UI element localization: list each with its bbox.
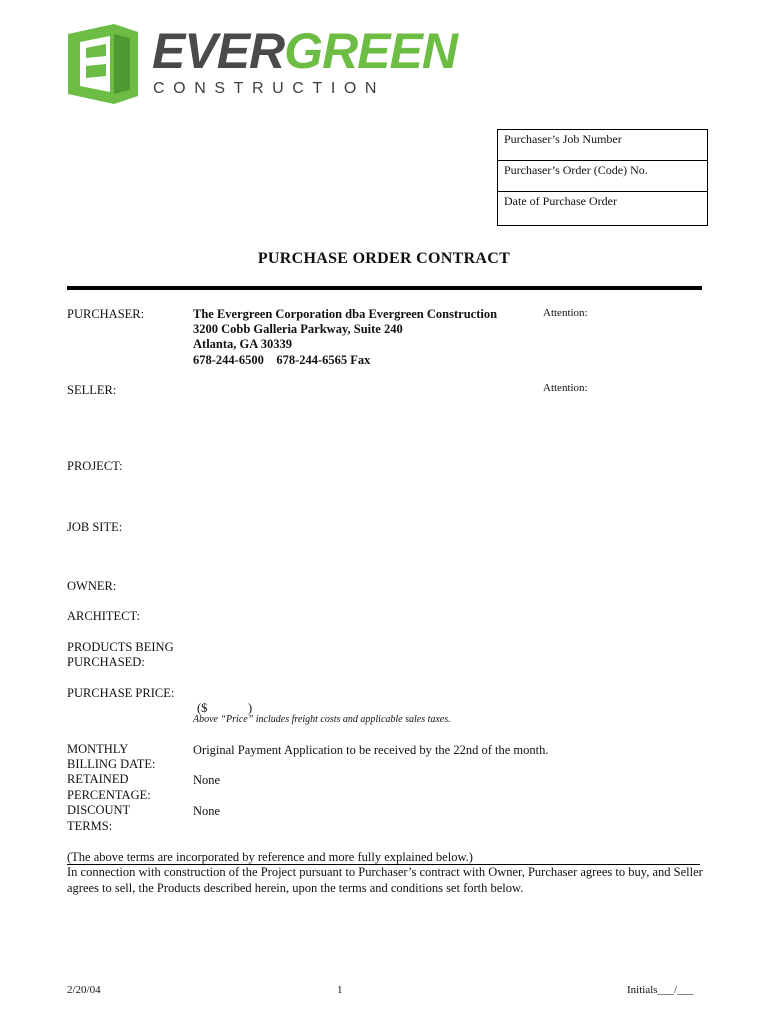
purchase-price-amount: ($ ) [197,701,253,715]
order-code-field[interactable]: Purchaser’s Order (Code) No. [498,161,707,192]
purchaser-address2: Atlanta, GA 30339 [193,337,292,351]
owner-label: OWNER: [67,579,117,593]
terms-paragraph: In connection with construction of the Project pursuant to Purchaser’s contract with Owner, Purchaser agrees to buy, and Seller agrees to sell, the Products described herein, upon the terms and conditions set forth below. [67,865,703,895]
project-label: PROJECT: [67,459,123,473]
purchase-price-note: Above “Price” includes freight costs and applicable sales taxes. [193,714,451,725]
retained-label-line2: PERCENTAGE: [67,788,151,802]
logo-mark-icon [66,22,142,106]
reference-box [497,129,708,226]
logo-wordmark [152,23,457,79]
purchase-price-label: PURCHASE PRICE: [67,686,175,700]
billing-label-line2: BILLING DATE: [67,757,156,771]
seller-label: SELLER: [67,383,117,397]
title-divider [67,286,702,290]
discount-value: None [193,804,221,818]
purchaser-address1: 3200 Cobb Galleria Parkway, Suite 240 [193,322,403,336]
products-label-line2: PURCHASED: [67,655,145,669]
retained-label-line1: RETAINED [67,772,129,786]
architect-label: ARCHITECT: [67,609,140,623]
terms-heading: (The above terms are incorporated by reference and more fully explained below.) [67,850,700,865]
document-title: PURCHASE ORDER CONTRACT [257,250,511,267]
seller-attention: Attention: [543,382,588,394]
logo-word-ever: EVER [152,23,285,79]
purchaser-phones: 678-244-6500 678-244-6565 Fax [193,353,371,367]
discount-label-line1: DISCOUNT [67,803,131,817]
logo-subtitle: CONSTRUCTION [153,80,386,97]
footer-date: 2/20/04 [67,984,101,996]
products-label-line1: PRODUCTS BEING [67,640,174,654]
billing-value: Original Payment Application to be received by the 22nd of the month. [193,743,549,757]
footer-page-number: 1 [337,984,343,996]
order-date-field[interactable]: Date of Purchase Order [504,194,617,208]
billing-label-line1: MONTHLY [67,742,129,756]
purchaser-attention: Attention: [543,307,588,319]
discount-label-line2: TERMS: [67,819,113,833]
purchaser-name: The Evergreen Corporation dba Evergreen Construction [193,307,498,321]
job-number-field[interactable]: Purchaser’s Job Number [498,130,707,161]
job-site-label: JOB SITE: [67,520,123,534]
footer-initials: Initials___/___ [627,984,694,996]
purchaser-label: PURCHASER: [67,307,145,321]
retained-value: None [193,773,221,787]
logo-word-green: GREEN [284,23,457,79]
